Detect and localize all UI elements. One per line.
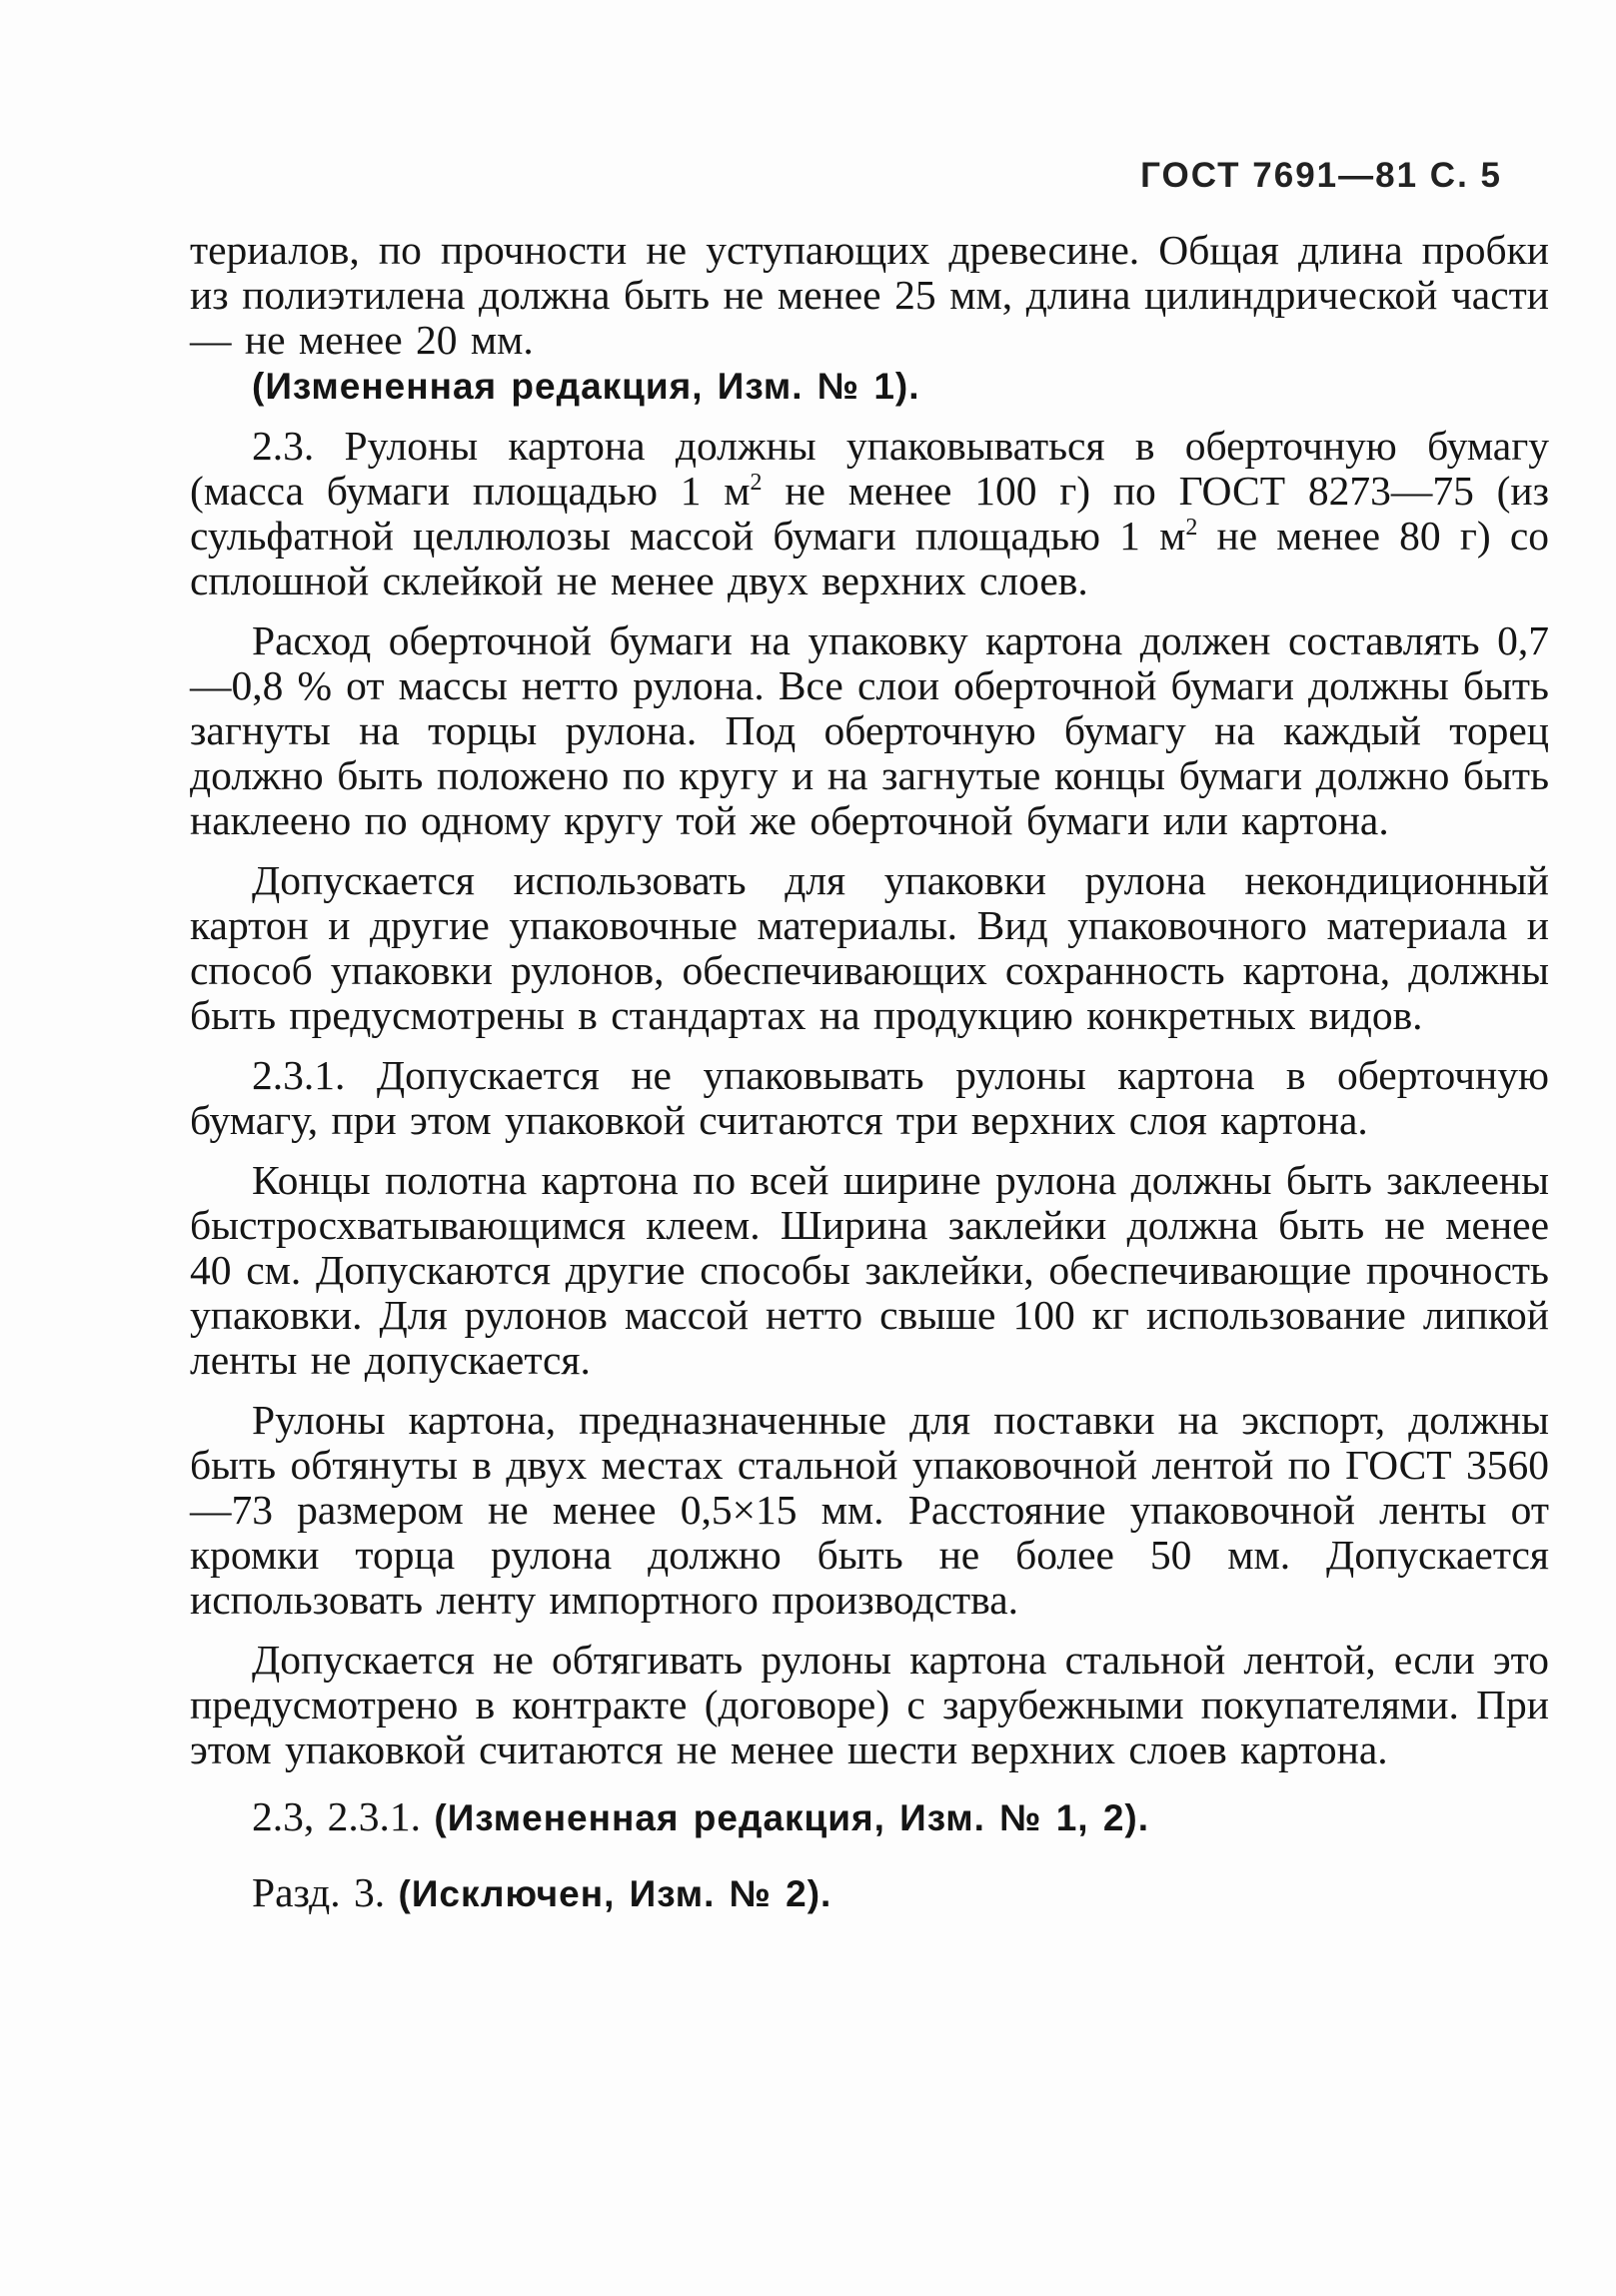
amendment-note-text: (Измененная редакция, Изм. № 1). <box>252 366 920 407</box>
paragraph-2-3-part-b: не менее 100 г) по ГОСТ 8273—75 (из сульфатной целлюлозы массой бумаги площадью 1 м <box>190 468 1550 559</box>
document-body <box>190 228 1549 1916</box>
section-ref-prefix: Разд. 3. <box>252 1869 399 1915</box>
paragraph-wrapping-consumption: Расход оберточной бумаги на упаковку картона должен составлять 0,7—0,8 % от массы нетто рулона. Все слои оберточной бумаги должны быть загнуты на торцы рулона. Под оберточную бумагу на каждый торец должно быть положено по кругу и на загнутые концы бумаги должно быть наклеено по одному кругу той же оберточной бумаги или картона. <box>190 617 1549 843</box>
paragraph-substandard-material: Допускается использовать для упаковки рулона некондиционный картон и другие упаковочные материалы. Вид упаковочного материала и способ упаковки рулонов, обеспечивающих сохранность картона, должны быть предусмотрены в стандартах на продукцию конкретных видов. <box>190 857 1549 1038</box>
section-ref-text: (Исключен, Изм. № 2). <box>398 1873 832 1914</box>
paragraph-continuation: териалов, по прочности не уступающих древесине. Общая длина пробки из полиэтилена должна быть не менее 25 мм, длина цилиндрической части — не менее 20 мм. <box>190 227 1549 363</box>
amendment-note-1 <box>190 363 1549 409</box>
paragraph-web-ends: Концы полотна картона по всей ширине рулона должны быть заклеены быстросхватывающимся клеем. Ширина заклейки должна быть не менее 40 см. Допускаются другие способы заклейки, обеспечивающие прочность упаковки. Для рулонов массой нетто свыше 100 кг использование липкой ленты не допускается. <box>190 1157 1549 1383</box>
amendment-ref-text: (Измененная редакция, Изм. № 1, 2). <box>434 1797 1150 1838</box>
paragraph-export-strapping: Рулоны картона, предназначенные для поставки на экспорт, должны быть обтянуты в двух местах стальной упаковочной лентой по ГОСТ 3560—73 размером не менее 0,5×15 мм. Расстояние упаковочной ленты от кромки торца рулона должно быть не более 50 мм. Допускается использовать ленту импортного производства. <box>190 1397 1549 1623</box>
paragraph-2-3-1: 2.3.1. Допускается не упаковывать рулоны картона в оберточную бумагу, при этом упаковкой считаются три верхних слоя картона. <box>190 1052 1549 1143</box>
section-3-note <box>190 1870 1549 1916</box>
page-header: ГОСТ 7691—81 С. 5 <box>1140 156 1502 195</box>
amendment-note-2 <box>190 1794 1549 1840</box>
superscript-2: 2 <box>1185 515 1198 542</box>
amendment-ref-prefix: 2.3, 2.3.1. <box>252 1793 435 1839</box>
paragraph-2-3 <box>190 424 1549 603</box>
paragraph-2-3-part-c: не менее 80 г) со сплошной склейкой не менее двух верхних слоев. <box>190 513 1550 603</box>
paragraph-2-3-part-a: 2.3. Рулоны картона должны упаковываться в оберточную бумагу (масса бумаги площадью 1 м <box>190 423 1549 514</box>
paragraph-no-strapping: Допускается не обтягивать рулоны картона стальной лентой, если это предусмотрено в контракте (договоре) с зарубежными покупателями. При этом упаковкой считаются не менее шести верхних слоев картона. <box>190 1637 1549 1772</box>
superscript-2: 2 <box>750 470 763 497</box>
